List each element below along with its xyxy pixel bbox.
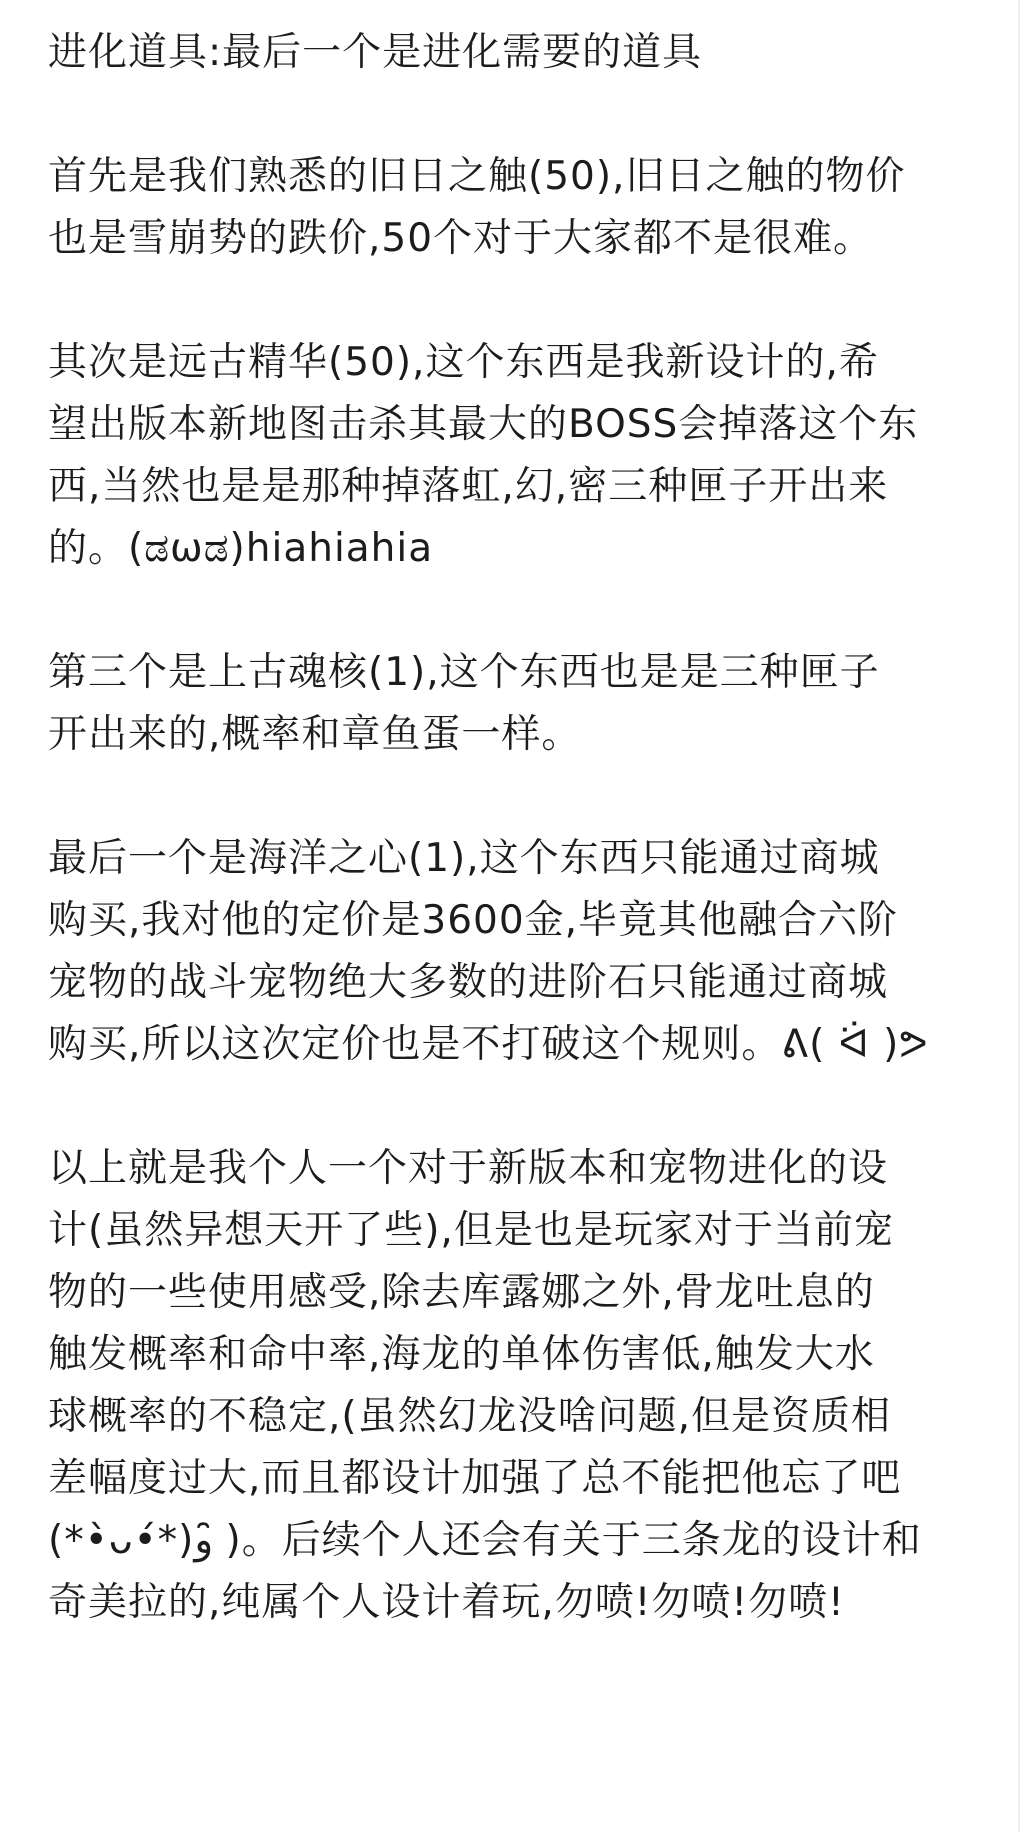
paragraph-old-touch: 首先是我们熟悉的旧日之触(50),旧日之触的物价 也是雪崩势的跌价,50个对于大家都不是很难。 [48,154,906,261]
article-body [48,22,978,1634]
paragraph-conclusion: 以上就是我个人一个对于新版本和宠物进化的设 计(虽然异想天开了些),但是也是玩家对于当前宠 物的一些使用感受,除去库露娜之外,骨龙吐息的 触发概率和命中率,海龙的单体伤害低,触发大水 球概率的不稳定,(虽然幻龙没啥问题,但是资质相 差幅度过大,而且都设计加强了总不能把他忘了吧 (*•̀ᴗ•́*)و ̑̑)。后续个人还会有关于三条龙的设计和 奇美拉的,纯属个人设计着玩,勿喷!勿喷!勿喷! [48,1146,922,1625]
paragraph-spacer [48,1076,978,1138]
paragraph-spacer [48,270,978,332]
paragraph-ancient-essence: 其次是远古精华(50),这个东西是我新设计的,希 望出版本新地图击杀其最大的BOSS会掉落这个东 西,当然也是是那种掉落虹,幻,密三种匣子开出来 的。(ಡωಡ)hiahiahia [48,340,919,571]
paragraph-evolution-items-intro: 进化道具:最后一个是进化需要的道具 [48,30,703,75]
paragraph-ancient-soul-core: 第三个是上古魂核(1),这个东西也是是三种匣子 开出来的,概率和章鱼蛋一样。 [48,650,880,757]
paragraph-spacer [48,84,978,146]
paragraph-spacer [48,580,978,642]
paragraph-spacer [48,766,978,828]
paragraph-ocean-heart: 最后一个是海洋之心(1),这个东西只能通过商城 购买,我对他的定价是3600金,毕竟其他融合六阶 宠物的战斗宠物绝大多数的进阶石只能通过商城 购买,所以这次定价也是不打破这个规则。ᕕ( ᐛ )ᕗ [48,836,929,1067]
